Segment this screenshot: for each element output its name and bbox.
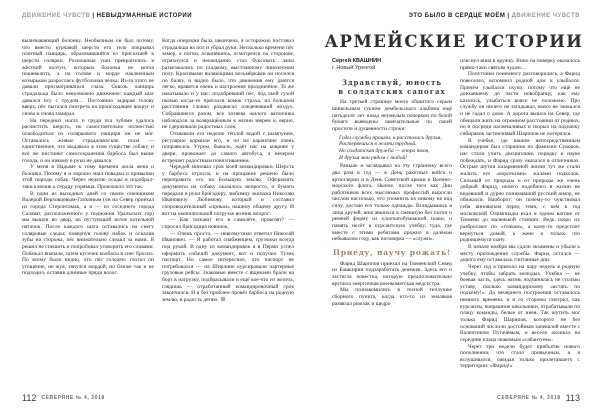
running-head-divider: | [92,13,95,19]
body-paragraph: В учебке, где нашим непосредственным командиром был старшина по фамилии Суворов, нас стали учить дисциплине, порядку и науке побеждать, и Фарид сразу оказался в отличниках. Острые шутки казарменной жизни тут же стали жалить его «короткими» жалами подколок. Сильный от природы и от природы же очень добрый Фарид, ничего подобного в жизни не видевший и дурно понимавший русский юмор, не обижался. Наоборот: он почему-то чувствовал себя виноватым перед теми, с кем в год московской Олимпиады ехал в одном вагоне от Тюмени до маленькой станции. Ведь скоро их разбросают по «точкам», а кому-то предстоит вернуться домой, к жене и только что родившемуся сыну. [460,137,580,244]
body-paragraph: Через год я приехал на пару недель в родную учебку, чтобы забрать молодых. Учебка — не боевая часть, здесь жизнь подчинялась не столько уставу, сколько командирскому «встать по подъёму!». До вечернего построения оставалось немного времени, и я со стороны смотрел, как курсанты, вчерашние школьники, отрабатывали по плацу команды, белые от инея. Так шутить мог только Фарид Шарипов, которого не без оснований числили достойным запевалой вместе с Валентином Пугачёвым, и весело окликал на середине плаца знакомым «сабантуем». [460,263,580,343]
right-running-head-rubric: ЭТО БЫЛО В СЕРДЦЕ МОЁМ [408,13,506,19]
right-running-head [409,13,580,19]
left-page-footer [22,389,110,407]
left-running-head-section: ДВИЖЕНИЕ ЧУВСТВ [22,13,91,19]
body-paragraph: Фарид Шарипов приехал на Тюменский Север из Башкирии подзаработать денежек. Здесь его и застигла повестка, которую предположительно вручила энергичная военкоматская медсестра. [332,260,452,287]
story-subheading: Здравствуй, юность в солдатских сапогах [338,78,446,97]
body-paragraph: Чередой миновал срок моей командировки. Шерсть у барбоса отросла, и на прощание решено было переправить его на Большую землю. Оформлять документы на собаку оказалось непросто, и бумаги передали в руки бригадиру, любимцу экипажа Николаю Ивановичу Любимову, который и составил сопроводительный «приказ» нашему общему другу. И вот на окончательной погрузке возник вопрос: [162,164,294,217]
body-paragraph: вылизывающий болонку. Необычным он был потому, что вместо курчавой шерсти его тело покрывал плотный панцирь, образовавшийся из присохшей к шерсти солярки. Роскошные уши превратились в жёсткий колтун, которым болонка не могла пошевелить, а на голове и морде наклеенным козырьком разрослась футбольная чёлка. Из-за этого не давали просматриваться глаза. Сквозь панцирь страдальца было невозможно движение: каждый шаг давался псу с трудом… Постоянно задирая голову вверх, пёс пытался смотреть на происходящее вокруг и снова и снова замирал. [22,38,154,118]
left-running-head [22,13,192,19]
right-running-head-section: ДВИЖЕНИЕ ЧУВСТВ [511,13,580,19]
verse-block: Годы службы прошли, и расстались друзья, Растеряешься в жизни трудной. Но солдатская дружба — опора твоя, И друзья мои рядом с тобой! [339,134,442,161]
right-page-columns [332,58,580,388]
left-page-column-1 [22,38,154,388]
body-paragraph: На третьей странице моего обшитого серым шинельным сукном дембельского альбома ещё пятьдесят лет назад неумелым почерком по белой бумаге выведены замечательные по своей простоте и душевности строки: [332,99,452,133]
story-subheading: Приеду, научу рожать! [332,247,452,257]
right-page-column-2 [460,58,580,388]
body-paragraph: Через три недели будет прибытие нового пополнения, что стало привычным, и я вслушивался, ожидая только прилетавшего с территории: «Фарид!» [460,343,580,370]
body-paragraph: плеснул вина в кружку. Вино на поверку оказалось прямо-таки святым чудом… [460,58,580,71]
body-paragraph: У меня в Надыме к тому времени жила жена и болонка. Потому я и хорошо знал повадки и привычки этой породы собак. Через неделю осады я подобрал-таки ключик к сердцу упрямца. Произошло это так. [22,164,154,191]
body-paragraph: Отмывали его неделю тёплой водой с шампунем, регулярно кормили его, и он на карантине очень поправился. Утром, бывало, ждёт нас на коврике у двери, провожает до самого автобуса, а вечером встречает радостным повизгиванием. [162,130,294,164]
left-page-column-2 [162,38,294,388]
body-paragraph: Мы познакомились в тесной теплушке сборного пункта, когда кто-то из земляков развязал рюкзак и щедро [332,287,452,307]
body-paragraph: — Как таскают его в самолёте, провозят? — спросил бригадира новичок. [162,217,294,230]
article-title: АРМЕЙСКИЕ ИСТОРИИ [324,32,584,51]
author-block [332,58,452,72]
end-of-article-mark [221,297,225,301]
body-paragraph: На передних ногах и груди пса зубами удалось расчистить шерсть, но самостоятельно полностью освободиться из соляркового панциря он не мог. Оставались живые страдальческие глаза — единственное, что выдавало в этом существе собаку, и всё же инстинкт самосохранения барбоса был выше голода, и он никому в руки не давался. [22,117,154,164]
author-city: г. Новый Уренгой [332,65,376,72]
running-head-divider: | [507,13,510,19]
body-paragraph: В один из выходных дней со своим сменщиком Валерой Верховцевым-Галкиным (он на Север приехал из города Стерлитамак, а я — из соседнего города Салават, расположенного у подножия Уральских гор) мы вышли во двор, на пустующий возле котельной пятачок. После каждого шага оставались на снегу соляровые следы; повернув голову набок и оскалив зубы на сторожа, пёс внимательно следил за нами. Я решил не спешить и попробовал уговорить его словами. Побежал вначале, затем кусочек колбасы в снег бросил. По всему было видно, что пёс голоден: глотал он угощение, не жуя, тянулся мордой, но ближе так и не подходил, оставив длинные пряди волос. [22,190,154,277]
right-column-1-text [332,78,452,307]
left-running-head-rubric: НЕВЫДУМАННЫЕ ИСТОРИИ [96,13,193,19]
right-page-column-1 [332,58,452,388]
body-paragraph: Раньше я заглядывал на эту страничку всего два раза в год — в День ракетных войск и артиллерии и в День Советской армии и Военно-морского флота. Нынче, после того как Дни работников всех мыслимых профессий выросли числом настолько, что упомнить их никому не под силу, достаю его только однажды. Вглядываюсь в лица друзей, вписавшихся в смешную без погон и ремней форму из хлопчатобумажной ткани, и память несёт в курсантскую учебку, туда, где вместе с этими ребятами прожил в далёком небывалом году, как поговорка — «служи». [332,163,452,243]
right-page [300,0,600,420]
body-paragraph: Попутчики понемногу разговорились, а Фарид повеселел, вспомнил родной дом и улыбался. Причём улыбался скупо: потому что ещё не доехавшему до части новобранцу, как ему казалось, улыбаться вовсе не положено. Про службу он ничего не загадывал, вовсе не заикался и не гадал о доме. А дорога вышла на Север, где обещали жить на огромном расстоянии от родных, но и посреди насмешливых и скорых на подначку сибиряков застенчивый Шарипов не потерялся. [460,71,580,138]
body-paragraph: — Очень просто, — невозмутимо ответил Николай Иванович. — Я работал снабженцем, грузчики всегда под рукой. В одну из командировок я в Перми успел оформить собачий документ, вот и получил Тузик паспорт. Но самое интересное, что паспорт не потребовался — на Ширлине курсировали чартерные грузовые рейсы. Знакомые вместе с ящиками брали на борт в нагрузку, подбрасывали и ещё кое-что из железа, глядишь — отработанный командировочный срок закончился. И я без проблем провёз барбоса на родную землю, в радость детям. [162,230,294,303]
left-page-number: 112 [22,392,37,403]
right-page-footer [492,389,580,407]
left-magazine-name: СЕВЕРЯНЕ № 4, 2018 [41,394,105,401]
author-name: Сергей КВАШНИН [332,58,382,64]
body-paragraph: В начале ноября мы сдали экзамены и убыли к месту прохождения службы. Фарид остался — дорога ему оставалась считанные дни. [460,243,580,264]
right-magazine-name: СЕВЕРЯНЕ № 4, 2018 [497,394,561,401]
right-page-number: 113 [565,392,580,403]
left-page-columns [22,38,294,388]
body-paragraph: Когда операция была закончена, я осторожно поставил страдальца на пол и убрал руки. Несколько времени пёс замер, а потом, освоившись, осмотрелся по сторонам, отряхнулся и неожиданно стал буксовать: лапы разъезжались по гладкому, выстланному линолеумом полу. Красивыми виляющими восьмёрками он носился по балку, и видно было, что движения ему даются легко, нравятся очень и настроение праздничное. То же накатывало и у нас: подобревший пёс, под чьей сухой пылью когда-то прятался комок страха, на большом расстоянии словно раздвигал оледеневший воздух. Собравшиеся разом, все хозяева жилого вагончика наблюдали за возвращённым к жизни зверем и, верно, не сдерживали радостных слов. [162,38,294,131]
